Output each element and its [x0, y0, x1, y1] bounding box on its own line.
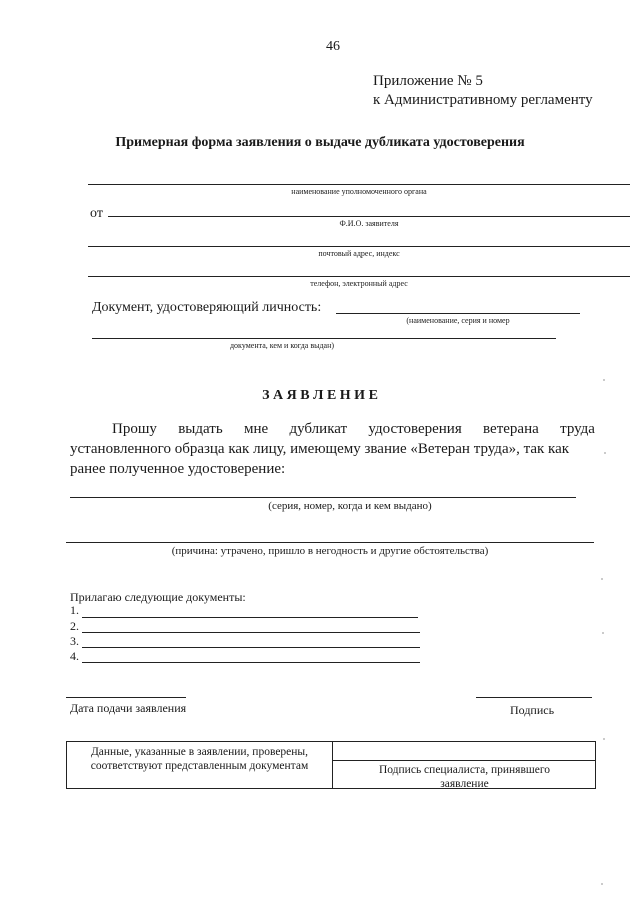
appendix-number: Приложение № 5: [373, 73, 483, 89]
appendix-regulation: к Административному регламенту: [373, 92, 593, 108]
attachment-item-number: 3.: [70, 634, 79, 648]
statement-line-2: установленного образца как лицу, имеющему звание «Ветеран труда», так как: [70, 441, 570, 457]
statement-word: труда: [560, 421, 595, 437]
address-line: [88, 246, 630, 247]
attachment-item-line: [82, 617, 418, 618]
verification-left-line-1: Данные, указанные в заявлении, проверены,: [90, 746, 309, 758]
page-number: 46: [326, 39, 340, 54]
scan-speck: [602, 632, 604, 634]
scan-speck: [603, 738, 605, 740]
reason-caption: (причина: утрачено, пришло в негодность и другие обстоятельства): [171, 545, 489, 557]
attachment-item-line: [82, 647, 420, 648]
contacts-caption: телефон, электронный адрес: [310, 279, 408, 288]
verification-right-cell: [332, 763, 597, 791]
statement-word: удостоверения: [368, 421, 462, 437]
signature-label: Подпись: [510, 703, 555, 717]
statement-word: ветерана: [483, 421, 539, 437]
statement-line-3: ранее полученное удостоверение:: [70, 461, 286, 477]
statement-heading: З А Я В Л Е Н И Е: [262, 388, 378, 403]
verification-left-line-2: соответствуют представленным документам: [90, 760, 309, 772]
statement-body: [70, 419, 595, 479]
statement-word: Прошу: [112, 421, 157, 437]
appendix-header: [373, 72, 593, 110]
id-document-label: Документ, удостоверяющий личность:: [92, 300, 322, 315]
attachment-item-number: 4.: [70, 649, 79, 663]
scan-speck: [601, 578, 603, 580]
series-caption: (серия, номер, когда и кем выдано): [268, 500, 432, 512]
from-label: от: [90, 206, 103, 221]
date-label: Дата подачи заявления: [70, 701, 187, 715]
contacts-line: [88, 276, 630, 277]
signature-line: [476, 697, 592, 698]
scan-speck: [603, 379, 605, 381]
statement-word: выдать: [178, 421, 223, 437]
verification-left-cell: [67, 745, 332, 773]
statement-line-1: [70, 419, 595, 439]
attachment-item-line: [82, 632, 420, 633]
attachments-label: Прилагаю следующие документы:: [70, 590, 246, 604]
statement-word: мне: [243, 421, 269, 437]
series-line: [70, 497, 576, 498]
verification-right-line-2: заявление: [440, 778, 489, 790]
statement-word: дубликат: [289, 421, 348, 437]
verification-right-line-1: Подпись специалиста, принявшего: [378, 764, 551, 776]
address-caption: почтовый адрес, индекс: [318, 249, 400, 258]
scan-speck: [601, 883, 603, 885]
verification-table: [66, 741, 596, 789]
applicant-caption: Ф.И.О. заявителя: [339, 219, 399, 228]
id-document-line-2: [92, 338, 556, 339]
authority-line: [88, 184, 630, 185]
id-document-caption-1: (наименование, серия и номер: [406, 316, 510, 325]
scan-speck: [604, 452, 606, 454]
attachment-item-line: [82, 662, 420, 663]
reason-line: [66, 542, 594, 543]
attachment-item-number: 1.: [70, 603, 79, 617]
applicant-line: [108, 216, 630, 217]
id-document-caption-2: документа, кем и когда выдан): [229, 341, 335, 350]
attachment-item-number: 2.: [70, 619, 79, 633]
id-document-line-1: [336, 313, 580, 314]
verification-row-divider: [332, 760, 595, 761]
authority-caption: наименование уполномоченного органа: [291, 187, 427, 196]
page-title: Примерная форма заявления о выдаче дубликата удостоверения: [115, 135, 525, 150]
date-line: [66, 697, 186, 698]
